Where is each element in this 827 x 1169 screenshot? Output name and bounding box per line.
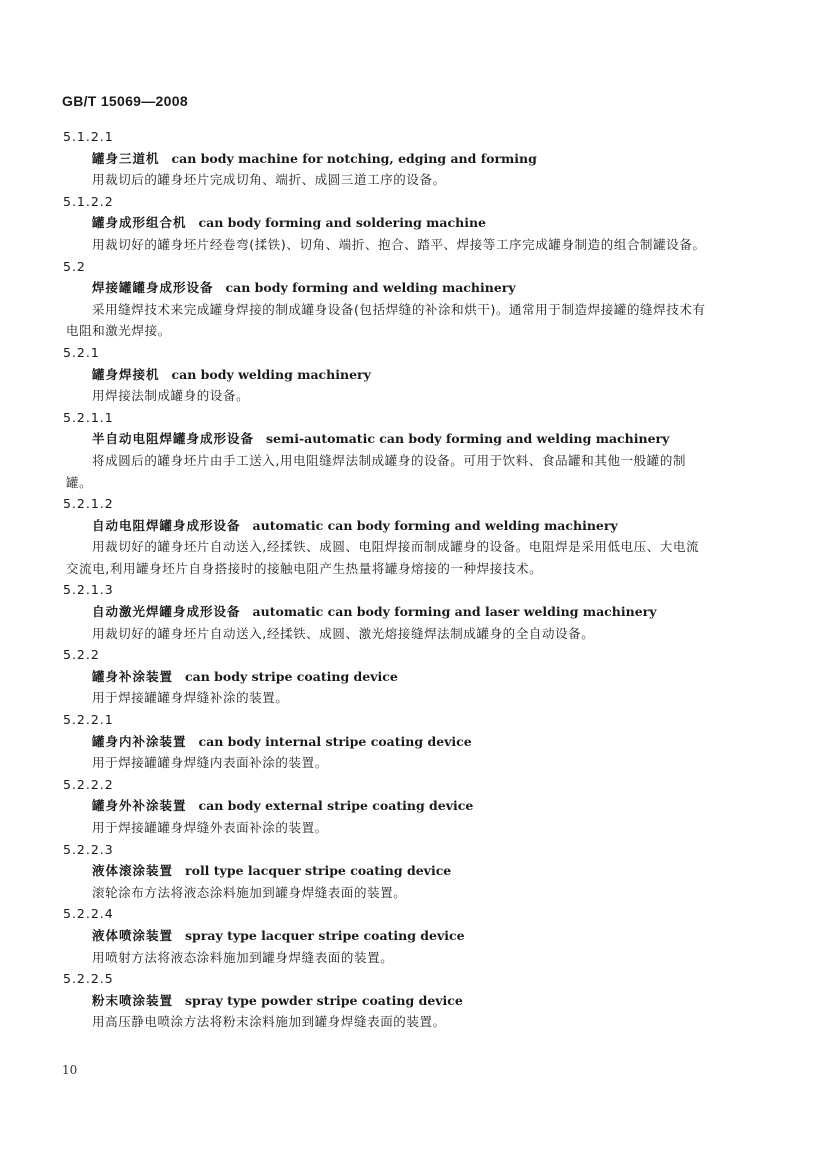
term-definition: 用焊接法制成罐身的设备。: [92, 388, 250, 404]
term-definition: 用于焊接罐罐身焊缝内表面补涂的装置。: [92, 755, 328, 771]
term-entry: [0, 126, 827, 191]
term-zh: 自动电阻焊罐身成形设备: [92, 517, 241, 533]
term-line: [92, 515, 827, 537]
term-entry: [0, 191, 827, 256]
term-zh: 罐身内补涂装置: [92, 733, 187, 749]
term-entry: [0, 407, 827, 493]
term-zh: 罐身外补涂装置: [92, 798, 187, 814]
term-entry: [0, 644, 827, 709]
term-definition: 将成圆后的罐身坯片由手工送入,用电阻缝焊法制成罐身的设备。可用于饮料、食品罐和其他一般罐的制罐。: [66, 452, 687, 490]
term-entry: [0, 774, 827, 839]
entry-number: 5.2: [63, 258, 86, 274]
term-en: can body internal stripe coating device: [198, 733, 472, 749]
term-zh: 罐身焊接机: [92, 366, 160, 382]
term-line: [92, 925, 827, 947]
term-en: spray type lacquer stripe coating device: [185, 927, 465, 943]
entry-number: 5.2.2.5: [63, 971, 114, 987]
term-line: [92, 990, 827, 1012]
term-entry: [0, 968, 827, 1033]
term-definition: 采用缝焊技术来完成罐身焊接的制成罐身设备(包括焊缝的补涂和烘干)。通常用于制造焊接罐的缝焊技术有电阻和激光焊接。: [66, 301, 706, 339]
term-en: semi-automatic can body forming and welding machinery: [266, 431, 670, 447]
entry-number: 5.2.1.2: [63, 496, 114, 512]
term-definition: 用喷射方法将液态涂料施加到罐身焊缝表面的装置。: [92, 949, 394, 965]
term-definition: 用裁切好的罐身坯片自动送入,经揉铁、成圆、电阻焊接而制成罐身的设备。电阻焊是采用低电压、大电流交流电,利用罐身坯片自身搭接时的接触电阻产生热量将罐身熔接的一种焊接技术。: [66, 539, 700, 576]
term-zh: 自动激光焊罐身成形设备: [92, 604, 241, 620]
term-en: can body machine for notching, edging and forming: [171, 150, 537, 166]
term-line: [92, 795, 827, 817]
term-entry: [0, 579, 827, 644]
term-en: can body forming and soldering machine: [198, 215, 486, 231]
term-entry: [0, 839, 827, 904]
term-definition: 用于焊接罐罐身焊缝补涂的装置。: [92, 690, 289, 706]
term-en: automatic can body forming and laser welding machinery: [252, 604, 657, 620]
term-definition: 用裁切好的罐身坯片经卷弯(揉铁)、切角、端折、抱合、踏平、焊接等工序完成罐身制造的组合制罐设备。: [92, 236, 706, 252]
term-line: [92, 148, 827, 170]
term-line: [92, 277, 827, 299]
entry-number: 5.2.2: [63, 647, 100, 663]
entry-number: 5.2.1.1: [63, 409, 114, 425]
term-line: [92, 601, 827, 623]
term-line: [92, 666, 827, 688]
term-definition: 用裁切后的罐身坯片完成切角、端折、成圆三道工序的设备。: [92, 172, 446, 188]
term-entry: [0, 903, 827, 968]
term-en: spray type powder stripe coating device: [185, 992, 463, 1008]
term-entry: [0, 493, 827, 579]
entry-number: 5.2.2.3: [63, 841, 114, 857]
term-line: [92, 731, 827, 753]
term-entry: [0, 709, 827, 774]
entry-number: 5.1.2.2: [63, 193, 114, 209]
entry-number: 5.2.1: [63, 344, 100, 360]
term-definition: 用高压静电喷涂方法将粉末涂料施加到罐身焊缝表面的装置。: [92, 1014, 446, 1030]
term-zh: 液体滚涂装置: [92, 863, 174, 879]
term-en: roll type lacquer stripe coating device: [185, 863, 452, 879]
entry-number: 5.2.1.3: [63, 582, 114, 598]
page-number: 10: [62, 1063, 78, 1077]
entry-number: 5.1.2.1: [63, 129, 114, 144]
term-line: [92, 212, 827, 234]
term-en: can body stripe coating device: [185, 668, 398, 684]
term-entry: [0, 342, 827, 407]
term-line: [92, 364, 827, 386]
term-line: [92, 860, 827, 882]
term-en: automatic can body forming and welding machinery: [252, 517, 618, 533]
term-zh: 焊接罐罐身成形设备: [92, 280, 214, 296]
term-zh: 罐身补涂装置: [92, 668, 174, 684]
term-definition: 用于焊接罐罐身焊缝外表面补涂的装置。: [92, 820, 328, 835]
term-en: can body forming and welding machinery: [225, 280, 516, 296]
entry-number: 5.2.2.4: [63, 906, 114, 922]
term-en: can body external stripe coating device: [198, 798, 474, 814]
entry-number: 5.2.2.2: [63, 776, 114, 792]
term-zh: 半自动电阻焊罐身成形设备: [92, 431, 255, 447]
term-zh: 液体喷涂装置: [92, 927, 174, 943]
term-entry: [0, 256, 827, 342]
term-line: [92, 428, 827, 450]
term-definition: 用裁切好的罐身坯片自动送入,经揉铁、成圆、激光熔接缝焊法制成罐身的全自动设备。: [92, 625, 595, 641]
terms-list: [0, 126, 827, 1033]
term-zh: 罐身三道机: [92, 150, 160, 166]
term-zh: 罐身成形组合机: [92, 215, 187, 231]
page-header-standard-code: GB/T 15069—2008: [62, 93, 188, 109]
term-zh: 粉末喷涂装置: [92, 992, 174, 1008]
term-en: can body welding machinery: [171, 366, 371, 382]
entry-number: 5.2.2.1: [63, 712, 114, 728]
term-definition: 滚轮涂布方法将液态涂料施加到罐身焊缝表面的装置。: [92, 884, 407, 900]
